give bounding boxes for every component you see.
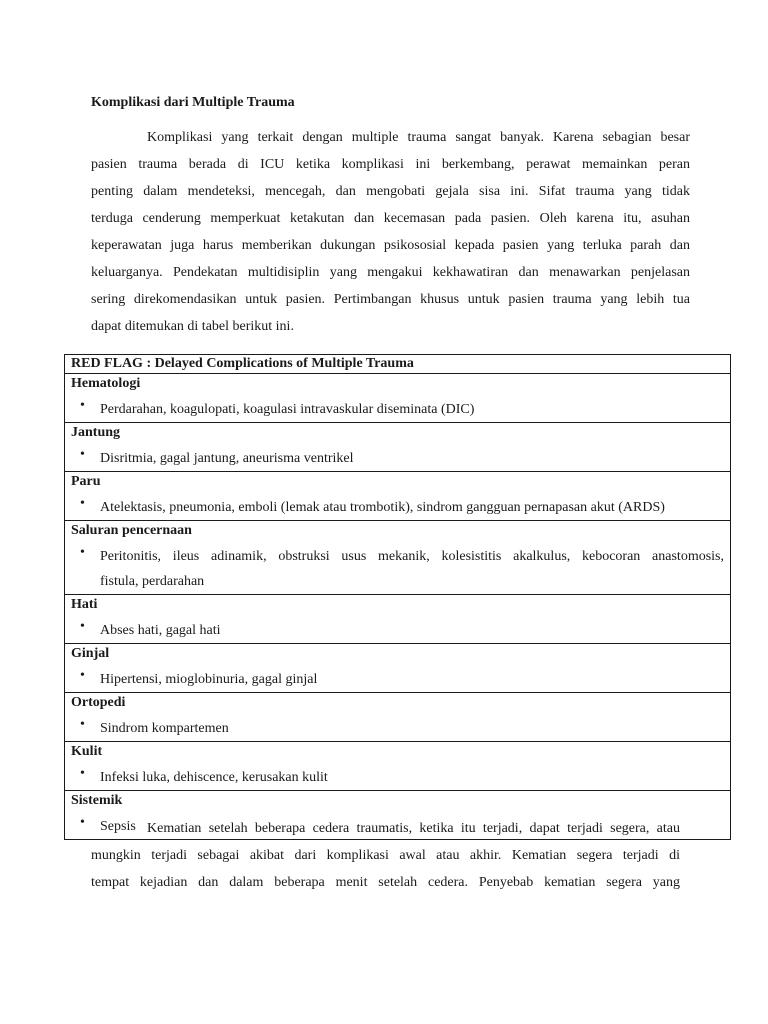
category-title: Sistemik: [71, 793, 123, 808]
bullet-list: [71, 491, 724, 520]
list-item-text: • Sindrom kompartemen: [100, 721, 229, 736]
list-item: [71, 712, 724, 741]
category-title: Saluran pencernaan: [71, 523, 192, 538]
table-row: [65, 595, 731, 644]
list-item-text: • Sepsis: [100, 819, 136, 834]
category-title: Ginjal: [71, 646, 110, 661]
list-item-text: • Peritonitis, ileus adinamik, obstruksi usus mekanik, kolesistitis akalkulus, kebocoran anastomosis,: [100, 549, 724, 564]
list-item: [71, 393, 724, 422]
list-item-text: • Hipertensi, mioglobinuria, gagal ginjal: [100, 672, 318, 687]
bullet-list: [71, 393, 724, 422]
category-title: Hematologi: [71, 376, 141, 391]
table-cell: [65, 693, 731, 742]
list-item: [71, 761, 724, 790]
list-item-text: • Infeksi luka, dehiscence, kerusakan kulit: [100, 770, 328, 785]
paragraph-line: Komplikasi yang terkait dengan multiple trauma sangat banyak. Karena sebagian besar: [147, 130, 690, 145]
paragraph-line: penting dalam mendeteksi, mencegah, dan mengobati gejala sisa ini. Sifat trauma yang tidak: [91, 184, 690, 199]
list-item-text: fistula, perdarahan: [100, 574, 205, 589]
list-item-text: • Perdarahan, koagulopati, koagulasi intravaskular diseminata (DIC): [100, 402, 475, 417]
table-cell: [65, 644, 731, 693]
table-row: [65, 472, 731, 521]
category-title: Kulit: [71, 744, 103, 759]
paragraph-line: sering direkomendasikan untuk pasien. Pertimbangan khusus untuk pasien trauma yang lebih tua: [91, 292, 690, 307]
table-row: [65, 644, 731, 693]
red-flag-table: [64, 354, 731, 840]
paragraph-line: keluarganya. Pendekatan multidisiplin yang mengakui kekhawatiran dan menawarkan penjelasan: [91, 265, 690, 280]
bullet-list: [71, 614, 724, 643]
bullet-list: [71, 663, 724, 692]
table-cell: [65, 742, 731, 791]
list-item: [71, 540, 724, 594]
table-title: RED FLAG : Delayed Complications of Multiple Trauma: [71, 356, 414, 371]
intro-paragraph: [91, 124, 690, 340]
paragraph-line: Kematian setelah beberapa cedera traumatis, ketika itu terjadi, dapat terjadi segera, atau: [147, 821, 680, 836]
bullet-list: [71, 761, 724, 790]
table-row: [65, 693, 731, 742]
category-title: Ortopedi: [71, 695, 126, 710]
paragraph-line: tempat kejadian dan dalam beberapa menit setelah cedera. Penyebab kematian segera yang: [91, 875, 680, 890]
list-item: [71, 614, 724, 643]
paragraph-line: dapat ditemukan di tabel berikut ini.: [91, 319, 294, 334]
table-title-row: [65, 355, 731, 374]
list-item-text: • Disritmia, gagal jantung, aneurisma ventrikel: [100, 451, 354, 466]
table-cell: [65, 521, 731, 595]
table-cell: [65, 423, 731, 472]
category-title: Paru: [71, 474, 101, 489]
outro-paragraph: [91, 815, 680, 896]
list-item: [71, 442, 724, 471]
category-title: Jantung: [71, 425, 121, 440]
table-row: [65, 742, 731, 791]
bullet-list: [71, 712, 724, 741]
list-item-text: • Abses hati, gagal hati: [100, 623, 221, 638]
list-item-text: • Atelektasis, pneumonia, emboli (lemak atau trombotik), sindrom gangguan pernapasan akut (ARDS): [100, 500, 665, 515]
category-title: Hati: [71, 597, 98, 612]
table-row: [65, 374, 731, 423]
table-cell: [65, 595, 731, 644]
paragraph-line: mungkin terjadi sebagai akibat dari komplikasi awal atau akhir. Kematian segera terjadi di: [91, 848, 680, 863]
table-title-cell: [65, 355, 731, 374]
section-heading: Komplikasi dari Multiple Trauma: [91, 95, 295, 110]
list-item: [71, 663, 724, 692]
bullet-list: [71, 442, 724, 471]
paragraph-line: terduga cenderung memperkuat ketakutan dan kecemasan pada pasien. Oleh karena itu, asuhan: [91, 211, 690, 226]
table-cell: [65, 374, 731, 423]
table-cell: [65, 472, 731, 521]
table-row: [65, 521, 731, 595]
table-row: [65, 423, 731, 472]
paragraph-line: keperawatan juga harus memberikan dukungan psikososial kepada pasien yang terluka parah dan: [91, 238, 690, 253]
list-item: [71, 491, 724, 520]
bullet-list: [71, 540, 724, 594]
paragraph-line: pasien trauma berada di ICU ketika komplikasi ini berkembang, perawat memainkan peran: [91, 157, 690, 172]
